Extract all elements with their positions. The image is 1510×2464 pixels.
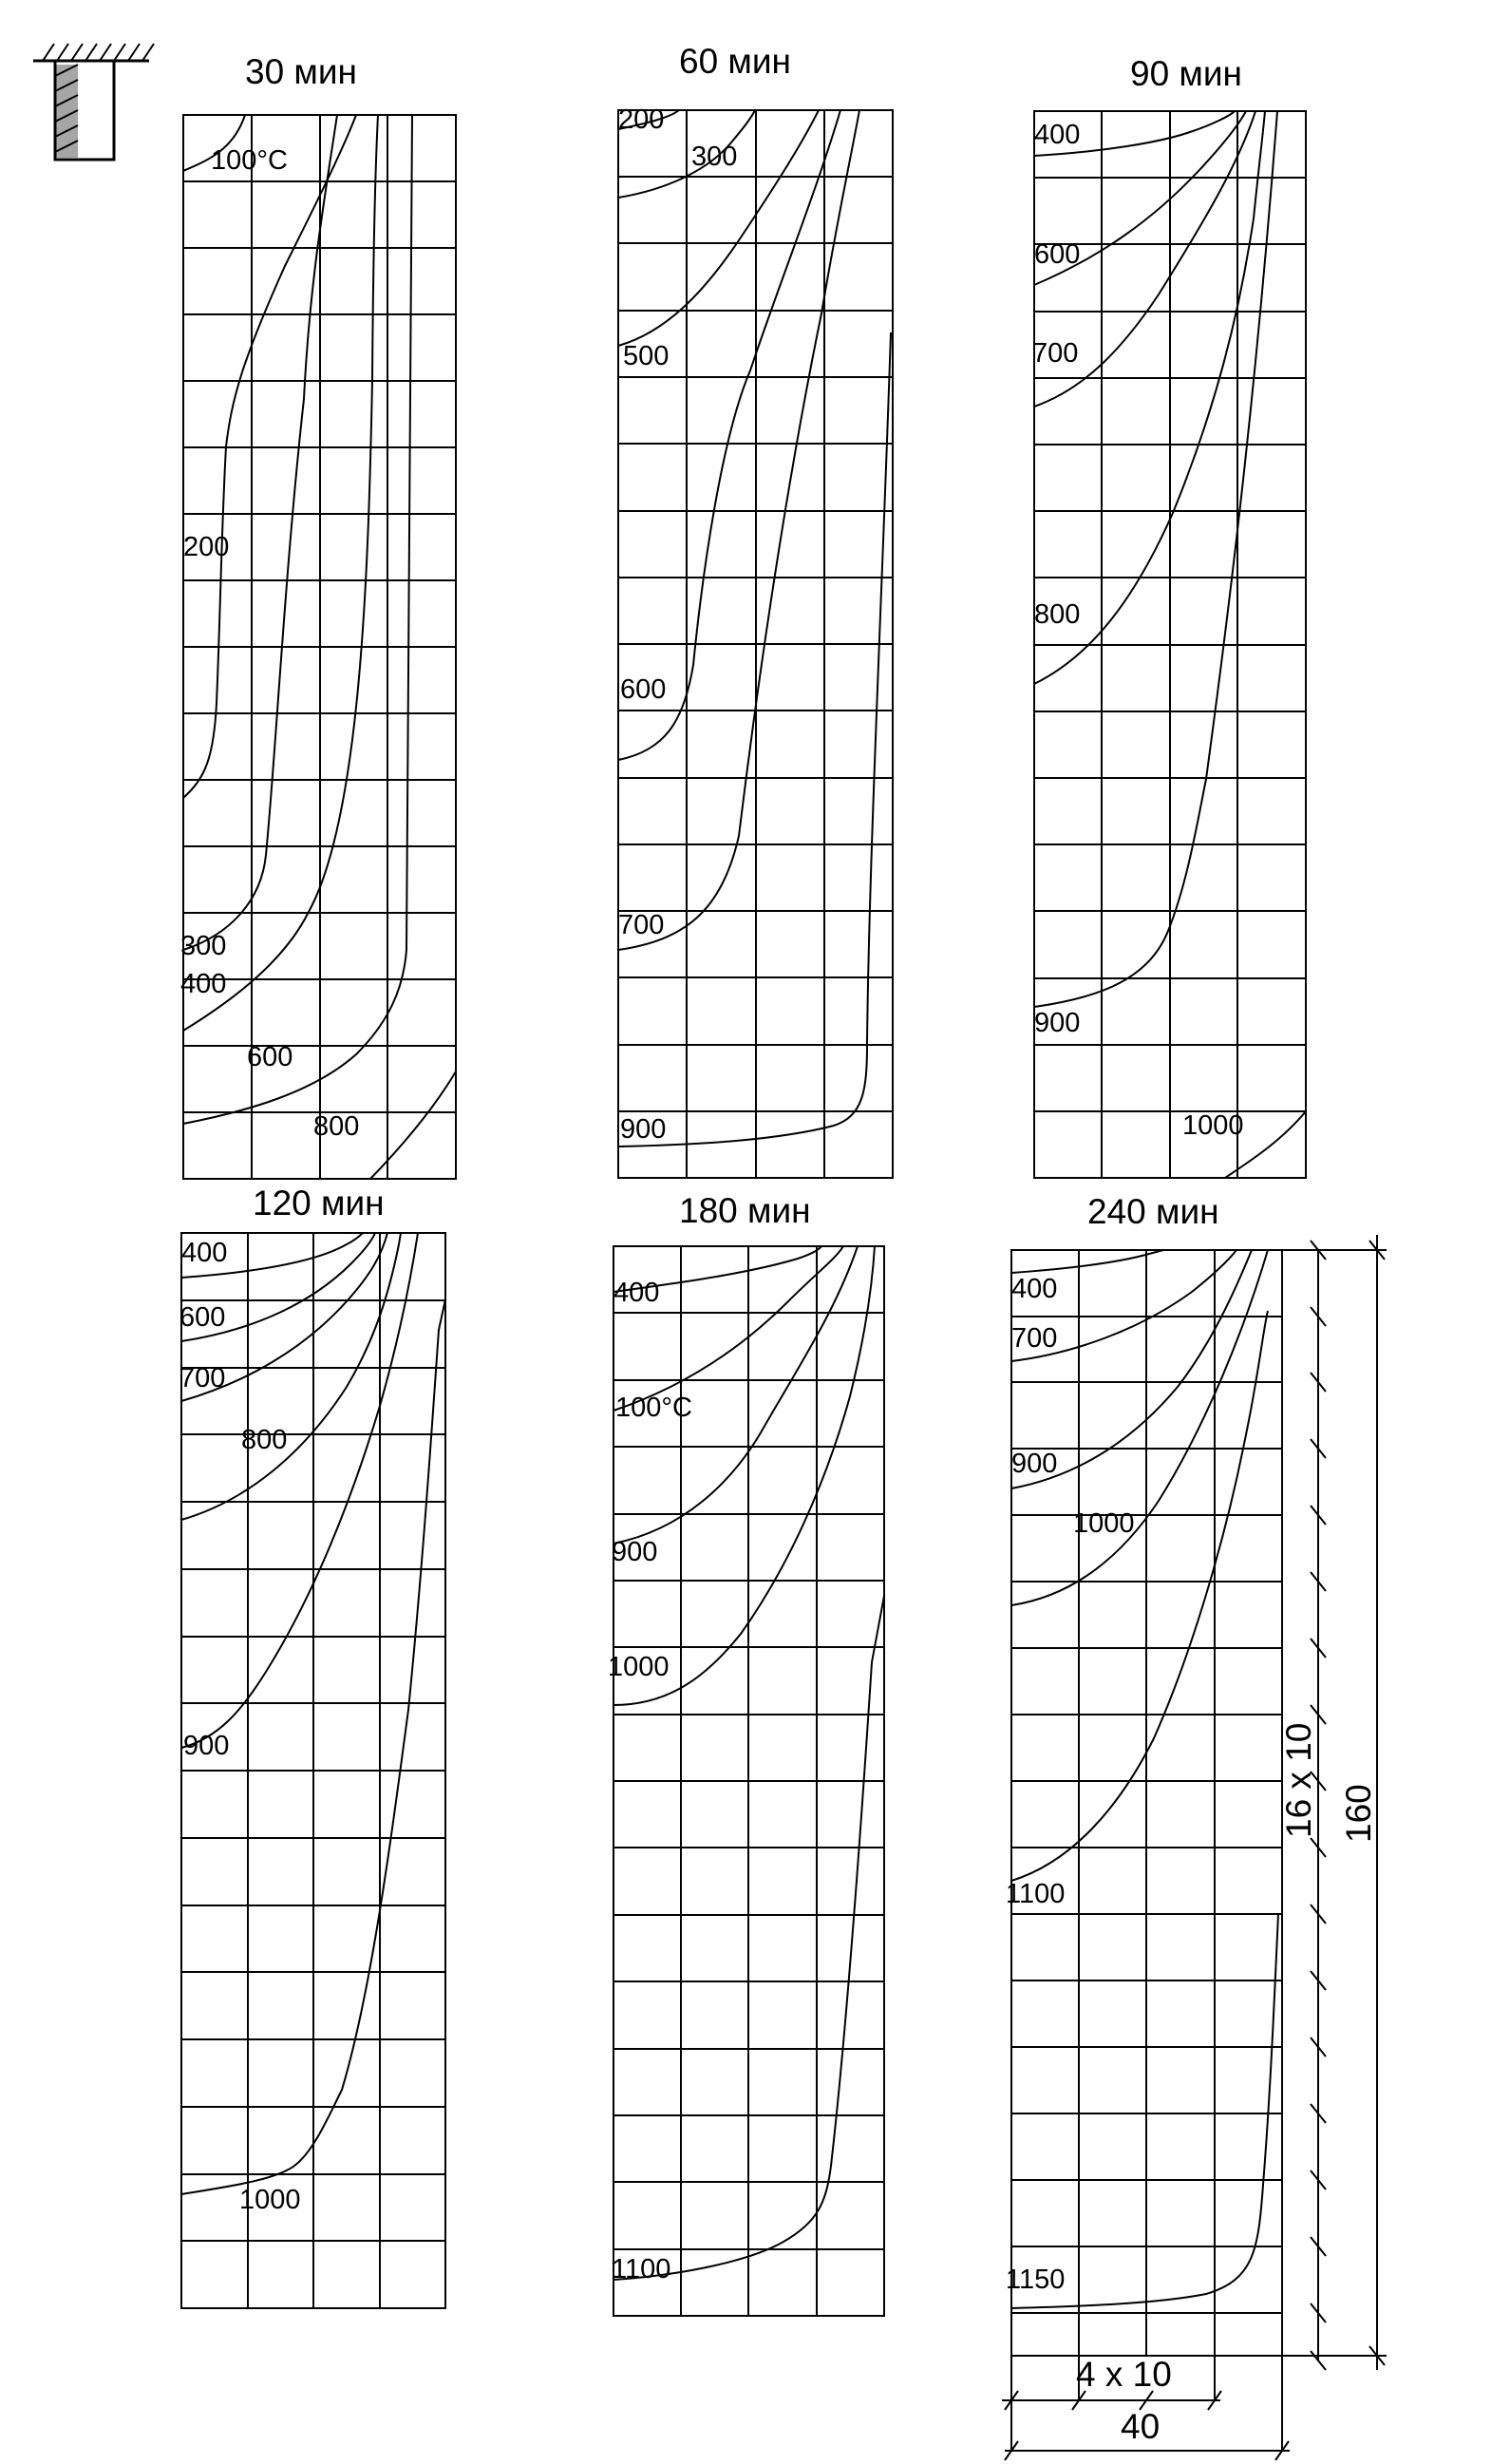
isotherm-label: 1000 [1182, 1110, 1244, 1141]
isotherm-200 [183, 115, 356, 798]
isotherm-label: 300 [180, 931, 227, 961]
isotherm-label: 400 [1011, 1274, 1058, 1304]
isotherm-label: 600 [247, 1042, 293, 1072]
isotherm-label: 800 [313, 1111, 360, 1142]
isotherm-400 [1011, 1250, 1163, 1273]
dimension-grid-cols: 4 x 10 [1076, 2355, 1172, 2394]
dimension-labels [1076, 1723, 1378, 2446]
panel-60-min [618, 42, 893, 1178]
isotherm-label: 1100 [612, 2254, 671, 2284]
isotherm-label: 400 [1034, 120, 1081, 150]
isotherm-label: 700 [618, 910, 665, 940]
isotherm-700 [618, 110, 859, 950]
dimension-grid-rows: 16 x 10 [1279, 1722, 1318, 1838]
isotherm-label: 1000 [1073, 1508, 1135, 1539]
panel-grid [618, 110, 893, 1178]
panel-180-min [608, 1191, 884, 2316]
isotherm-label: 200 [183, 532, 230, 562]
isotherm-labels [618, 104, 737, 1145]
isotherm-800 [1034, 111, 1265, 684]
isotherm-label: 600 [620, 674, 667, 705]
panel-grid [183, 115, 456, 1179]
isotherm-1150 [1011, 1914, 1278, 2308]
isotherm-label: 500 [623, 341, 670, 371]
isotherm-label: 1100 [1006, 1879, 1066, 1909]
isotherm-label: 1150 [1006, 2265, 1066, 2295]
isotherm-label: 900 [183, 1731, 230, 1761]
panel-title: 30 мин [245, 52, 357, 91]
isotherm-label: 1000 [608, 1652, 670, 1682]
panel-grid [181, 1233, 445, 2308]
isotherm-800 [370, 1071, 456, 1179]
panel-title: 180 мин [679, 1191, 811, 1230]
isotherm-label: 700 [1011, 1323, 1058, 1354]
panel-title: 60 мин [679, 42, 791, 81]
panel-120-min [179, 1184, 445, 2308]
isotherm-label: 600 [179, 1302, 226, 1333]
isotherm-label: 100°C [615, 1393, 692, 1423]
isotherm-label: 900 [1034, 1008, 1081, 1038]
isotherm-label: 400 [180, 969, 227, 999]
isotherm-label: 800 [241, 1425, 288, 1455]
isotherm-label: 1000 [239, 2185, 301, 2215]
isotherm-labels [180, 145, 359, 1142]
isotherm-400 [183, 115, 378, 1031]
isotherm-label: 100°C [211, 145, 288, 176]
dimension-total-width: 40 [1121, 2407, 1161, 2446]
panel-240-min [1002, 1192, 1387, 2460]
isotherm-label: 600 [1034, 239, 1081, 270]
isotherm-label: 300 [691, 142, 738, 172]
panel-30-min [180, 52, 456, 1179]
isotherm-1000 [613, 1246, 875, 1705]
panel-title: 90 мин [1130, 54, 1242, 93]
isotherm-label: 700 [1032, 338, 1079, 369]
panel-title: 120 мин [253, 1184, 385, 1223]
isotherm-curves [618, 110, 891, 1147]
isotherm-labels [179, 1238, 301, 2215]
isotherm-label: 900 [612, 1537, 658, 1567]
dimension-total-height: 160 [1339, 1784, 1378, 1843]
panel-90-min [1032, 54, 1306, 1178]
isotherm-label: 800 [1034, 599, 1081, 630]
section-schematic-icon [33, 44, 154, 160]
isotherm-label: 900 [1011, 1449, 1058, 1479]
isotherm-label: 200 [618, 104, 665, 135]
isotherm-label: 400 [181, 1238, 228, 1268]
isotherm-label: 900 [620, 1114, 667, 1145]
isotherm-label: 700 [179, 1363, 226, 1393]
isotherm-900 [618, 332, 891, 1147]
isotherm-labels [1006, 1274, 1135, 2295]
isotherm-labels [1032, 120, 1244, 1141]
isotherm-600 [618, 110, 840, 760]
isotherm-label: 400 [613, 1278, 660, 1308]
isotherm-100 [613, 1246, 843, 1411]
isotherm-curves [1011, 1250, 1278, 2308]
panel-grid [1011, 1250, 1282, 2356]
panel-title: 240 мин [1087, 1192, 1219, 1231]
